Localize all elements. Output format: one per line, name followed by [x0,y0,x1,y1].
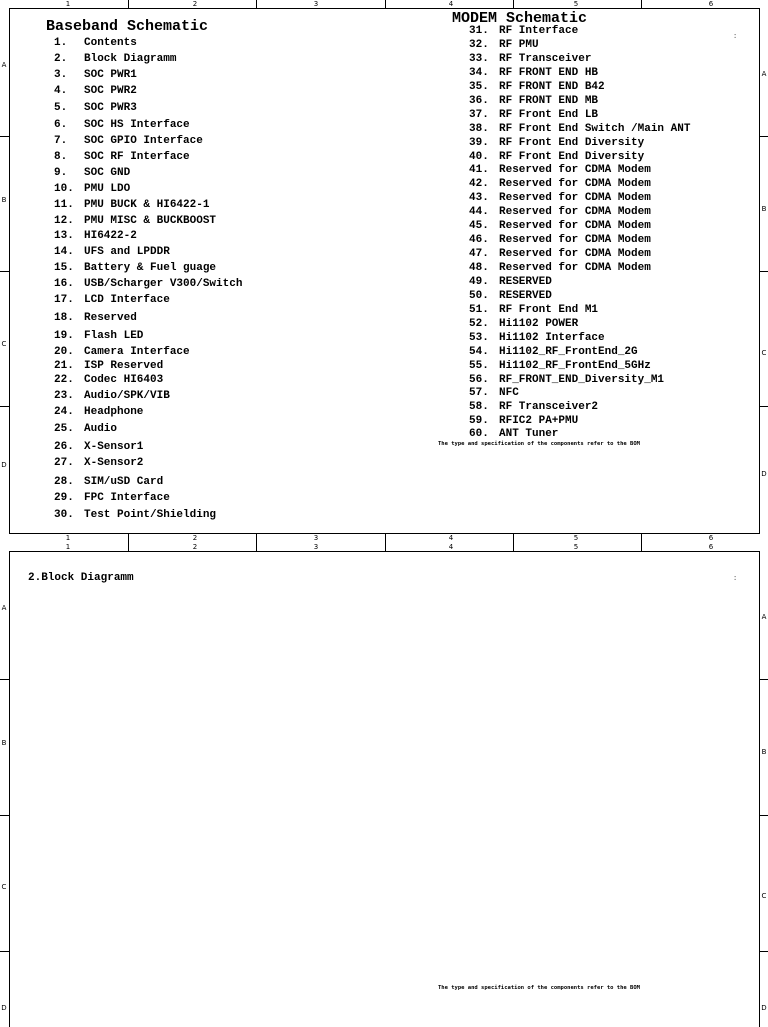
page-title: 2.Block Diagramm [28,572,134,584]
contents-item-number: 1. [54,37,68,49]
contents-item-label: HI6422-2 [84,230,137,242]
contents-item-number: 42. [469,178,489,190]
tick-mark: : [733,33,738,41]
contents-item-number: 19. [54,330,74,342]
column-label: 5 [573,534,579,542]
contents-item-label: Camera Interface [84,346,190,358]
contents-item-label: X-Sensor1 [84,441,144,453]
contents-item-number: 36. [469,95,489,107]
contents-item-number: 14. [54,246,74,258]
row-label: A [1,604,7,612]
contents-item-label: RF Transceiver2 [499,401,599,413]
contents-item-label: Reserved for CDMA Modem [499,164,651,176]
contents-item-label: Flash LED [84,330,144,342]
row-divider [760,271,768,272]
bom-note: The type and specification of the components refer to the BOM [438,985,640,991]
contents-item-label: Reserved for CDMA Modem [499,192,651,204]
column-divider [128,542,129,551]
contents-item [54,360,163,372]
contents-item-label: USB/Scharger V300/Switch [84,278,243,290]
contents-item-number: 2. [54,53,68,65]
contents-item-label: ANT Tuner [499,428,559,440]
contents-item [54,215,216,227]
contents-item [469,109,598,121]
contents-item-number: 53. [469,332,489,344]
bom-note: The type and specification of the components refer to the BOM [438,441,640,447]
contents-item-label: UFS and LPDDR [84,246,170,258]
contents-item [469,151,644,163]
contents-item-label: SOC GPIO Interface [84,135,203,147]
contents-item [54,390,170,402]
contents-item [54,135,203,147]
contents-item-label: RF FRONT END HB [499,67,599,79]
column-label: 5 [573,543,579,551]
contents-item-number: 38. [469,123,489,135]
contents-item-label: RF Transceiver [499,53,592,65]
contents-item-number: 55. [469,360,489,372]
contents-item [469,276,552,288]
contents-item [469,346,638,358]
contents-item-label: RF Front End M1 [499,304,599,316]
contents-item [469,95,598,107]
column-divider [385,542,386,551]
contents-item-number: 27. [54,457,74,469]
contents-item-label: Reserved for CDMA Modem [499,262,651,274]
contents-item-number: 58. [469,401,489,413]
column-label: 6 [708,534,714,542]
contents-item-number: 24. [54,406,74,418]
column-divider [513,533,514,542]
contents-item [54,294,170,306]
contents-item-number: 8. [54,151,68,163]
contents-item-label: Reserved for CDMA Modem [499,248,651,260]
row-label: D [761,470,767,478]
contents-item-number: 56. [469,374,489,386]
contents-item [469,262,651,274]
column-divider [385,533,386,542]
contents-item-number: 26. [54,441,74,453]
contents-item-number: 32. [469,39,489,51]
contents-item-number: 50. [469,290,489,302]
contents-item-number: 33. [469,53,489,65]
row-divider [760,679,768,680]
contents-item [54,346,190,358]
contents-item-number: 7. [54,135,68,147]
contents-item-label: Audio [84,423,118,435]
contents-item [469,123,690,135]
contents-item-number: 10. [54,183,74,195]
contents-item [469,387,519,399]
contents-item-number: 22. [54,374,74,386]
contents-item-label: X-Sensor2 [84,457,144,469]
contents-item-number: 52. [469,318,489,330]
contents-item [54,183,130,195]
contents-item [54,374,163,386]
column-label: 3 [313,0,319,8]
contents-item [469,220,651,232]
column-label: 1 [65,0,71,8]
contents-item-label: Reserved [84,312,137,324]
column-divider [256,0,257,8]
contents-item [54,262,216,274]
contents-item-number: 57. [469,387,489,399]
contents-item [54,246,170,258]
contents-item-number: 16. [54,278,74,290]
contents-item [469,290,552,302]
column-divider [128,533,129,542]
row-label: C [761,892,767,900]
contents-item-number: 48. [469,262,489,274]
contents-item-label: Reserved for CDMA Modem [499,234,651,246]
contents-item-label: FPC Interface [84,492,170,504]
contents-item [54,37,137,49]
contents-item [469,178,651,190]
contents-item [54,278,242,290]
contents-item-label: Hi1102 POWER [499,318,579,330]
row-label: C [1,883,7,891]
contents-item-number: 13. [54,230,74,242]
contents-item [54,476,163,488]
column-divider [128,0,129,8]
contents-item [54,151,190,163]
contents-item-label: Contents [84,37,137,49]
contents-item-label: Battery & Fuel guage [84,262,217,274]
column-label: 3 [313,543,319,551]
contents-item-label: RF_FRONT_END_Diversity_M1 [499,374,665,386]
contents-item-number: 21. [54,360,74,372]
contents-item-label: Hi1102_RF_FrontEnd_5GHz [499,360,651,372]
column-label: 2 [192,0,198,8]
contents-item [54,441,143,453]
column-divider [641,533,642,542]
column-divider [256,542,257,551]
contents-item-number: 31. [469,25,489,37]
contents-item-label: SOC RF Interface [84,151,190,163]
contents-item [54,69,137,81]
contents-item [54,53,176,65]
row-label: D [1,1004,7,1012]
contents-item-label: RF Front End Diversity [499,137,645,149]
contents-item-label: RESERVED [499,276,552,288]
contents-item-label: SOC PWR3 [84,102,137,114]
contents-item [469,234,651,246]
contents-item-number: 41. [469,164,489,176]
contents-item-number: 28. [54,476,74,488]
contents-item-label: RF Front End LB [499,109,599,121]
contents-item [54,492,170,504]
contents-item-number: 11. [54,199,74,211]
contents-item-number: 44. [469,206,489,218]
row-divider [760,136,768,137]
contents-item-label: ISP Reserved [84,360,164,372]
row-label: B [1,196,7,204]
contents-item [54,457,143,469]
contents-item-label: RF Front End Switch /Main ANT [499,123,691,135]
contents-item-label: Block Diagramm [84,53,177,65]
contents-item [469,401,598,413]
row-divider [0,406,9,407]
column-divider [513,542,514,551]
contents-item-label: RF Front End Diversity [499,151,645,163]
contents-item [469,81,605,93]
contents-item-label: SOC HS Interface [84,119,190,131]
contents-item-label: Test Point/Shielding [84,509,217,521]
contents-item [54,167,130,179]
contents-item [469,25,578,37]
contents-item [469,164,651,176]
tick-mark: : [733,575,738,583]
contents-item-label: RF PMU [499,39,539,51]
column-label: 2 [192,543,198,551]
contents-item-label: RF FRONT END B42 [499,81,605,93]
column-label: 6 [708,543,714,551]
contents-item-number: 15. [54,262,74,274]
column-label: 5 [573,0,579,8]
row-divider [0,271,9,272]
column-label: 2 [192,534,198,542]
contents-item-label: PMU MISC & BUCKBOOST [84,215,217,227]
schematic-sheet-block-diagram [0,542,768,1024]
contents-item-number: 54. [469,346,489,358]
contents-item [469,248,651,260]
contents-item-number: 30. [54,509,74,521]
contents-item-number: 5. [54,102,68,114]
contents-item-number: 35. [469,81,489,93]
column-label: 4 [448,534,454,542]
contents-item [469,67,598,79]
column-label: 3 [313,534,319,542]
contents-item-label: SIM/uSD Card [84,476,164,488]
contents-item [469,428,558,440]
column-label: 4 [448,543,454,551]
contents-item-label: Reserved for CDMA Modem [499,178,651,190]
row-divider [760,815,768,816]
contents-item-label: RESERVED [499,290,552,302]
contents-item-number: 9. [54,167,68,179]
contents-item [54,330,143,342]
row-divider [760,951,768,952]
contents-item [54,423,117,435]
contents-item-number: 23. [54,390,74,402]
contents-item-number: 20. [54,346,74,358]
contents-item [54,102,137,114]
row-label: D [1,461,7,469]
contents-item-label: RF FRONT END MB [499,95,599,107]
contents-item [54,85,137,97]
contents-item-label: SOC PWR1 [84,69,137,81]
row-divider [0,815,9,816]
contents-item [54,119,190,131]
column-label: 6 [708,0,714,8]
contents-item-number: 4. [54,85,68,97]
contents-item-number: 39. [469,137,489,149]
contents-item [54,509,216,521]
contents-item-number: 3. [54,69,68,81]
column-label: 1 [65,543,71,551]
column-divider [641,0,642,8]
contents-item [469,39,539,51]
contents-item [469,137,644,149]
row-label: A [1,61,7,69]
contents-item-label: RF Interface [499,25,579,37]
sheet-frame [9,551,760,1027]
contents-item [54,230,137,242]
contents-item-label: Reserved for CDMA Modem [499,220,651,232]
contents-item-number: 12. [54,215,74,227]
contents-item-number: 47. [469,248,489,260]
contents-item-label: Headphone [84,406,144,418]
contents-item [54,406,143,418]
contents-item-label: Hi1102_RF_FrontEnd_2G [499,346,638,358]
contents-item-number: 59. [469,415,489,427]
row-label: B [761,205,767,213]
column-divider [513,0,514,8]
contents-item [469,360,651,372]
contents-item-label: PMU LDO [84,183,131,195]
contents-item [469,192,651,204]
contents-item-label: Audio/SPK/VIB [84,390,170,402]
contents-item-number: 25. [54,423,74,435]
contents-item-number: 51. [469,304,489,316]
row-label: A [761,70,767,78]
contents-item-label: Hi1102 Interface [499,332,605,344]
contents-item-number: 46. [469,234,489,246]
row-label: A [761,613,767,621]
contents-item [469,53,591,65]
column-divider [256,533,257,542]
contents-item-number: 29. [54,492,74,504]
contents-item [469,318,578,330]
contents-item [469,332,605,344]
contents-item [54,312,137,324]
column-label: 4 [448,0,454,8]
contents-item [469,374,664,386]
contents-item-label: SOC PWR2 [84,85,137,97]
contents-item [469,206,651,218]
contents-item-label: LCD Interface [84,294,170,306]
row-divider [0,679,9,680]
contents-item-label: RFIC2 PA+PMU [499,415,579,427]
row-divider [0,951,9,952]
contents-item [469,415,578,427]
contents-item-number: 45. [469,220,489,232]
contents-item-number: 34. [469,67,489,79]
column-divider [385,0,386,8]
contents-item [469,304,598,316]
row-label: C [761,349,767,357]
contents-item-number: 37. [469,109,489,121]
contents-item-number: 60. [469,428,489,440]
column-label: 1 [65,534,71,542]
contents-item-number: 40. [469,151,489,163]
contents-item-number: 17. [54,294,74,306]
contents-item-number: 43. [469,192,489,204]
column-divider [641,542,642,551]
row-label: B [1,739,7,747]
row-divider [760,406,768,407]
modem-title: MODEM Schematic [452,10,588,27]
contents-item-label: Codec HI6403 [84,374,164,386]
contents-item-number: 18. [54,312,74,324]
contents-item-number: 49. [469,276,489,288]
row-divider [0,136,9,137]
contents-item-label: Reserved for CDMA Modem [499,206,651,218]
contents-item-number: 6. [54,119,68,131]
contents-item-label: SOC GND [84,167,131,179]
row-label: B [761,748,767,756]
contents-item [54,199,209,211]
baseband-title: Baseband Schematic [46,18,209,35]
contents-item-label: PMU BUCK & HI6422-1 [84,199,210,211]
contents-item-label: NFC [499,387,519,399]
row-label: D [761,1004,767,1012]
row-label: C [1,340,7,348]
